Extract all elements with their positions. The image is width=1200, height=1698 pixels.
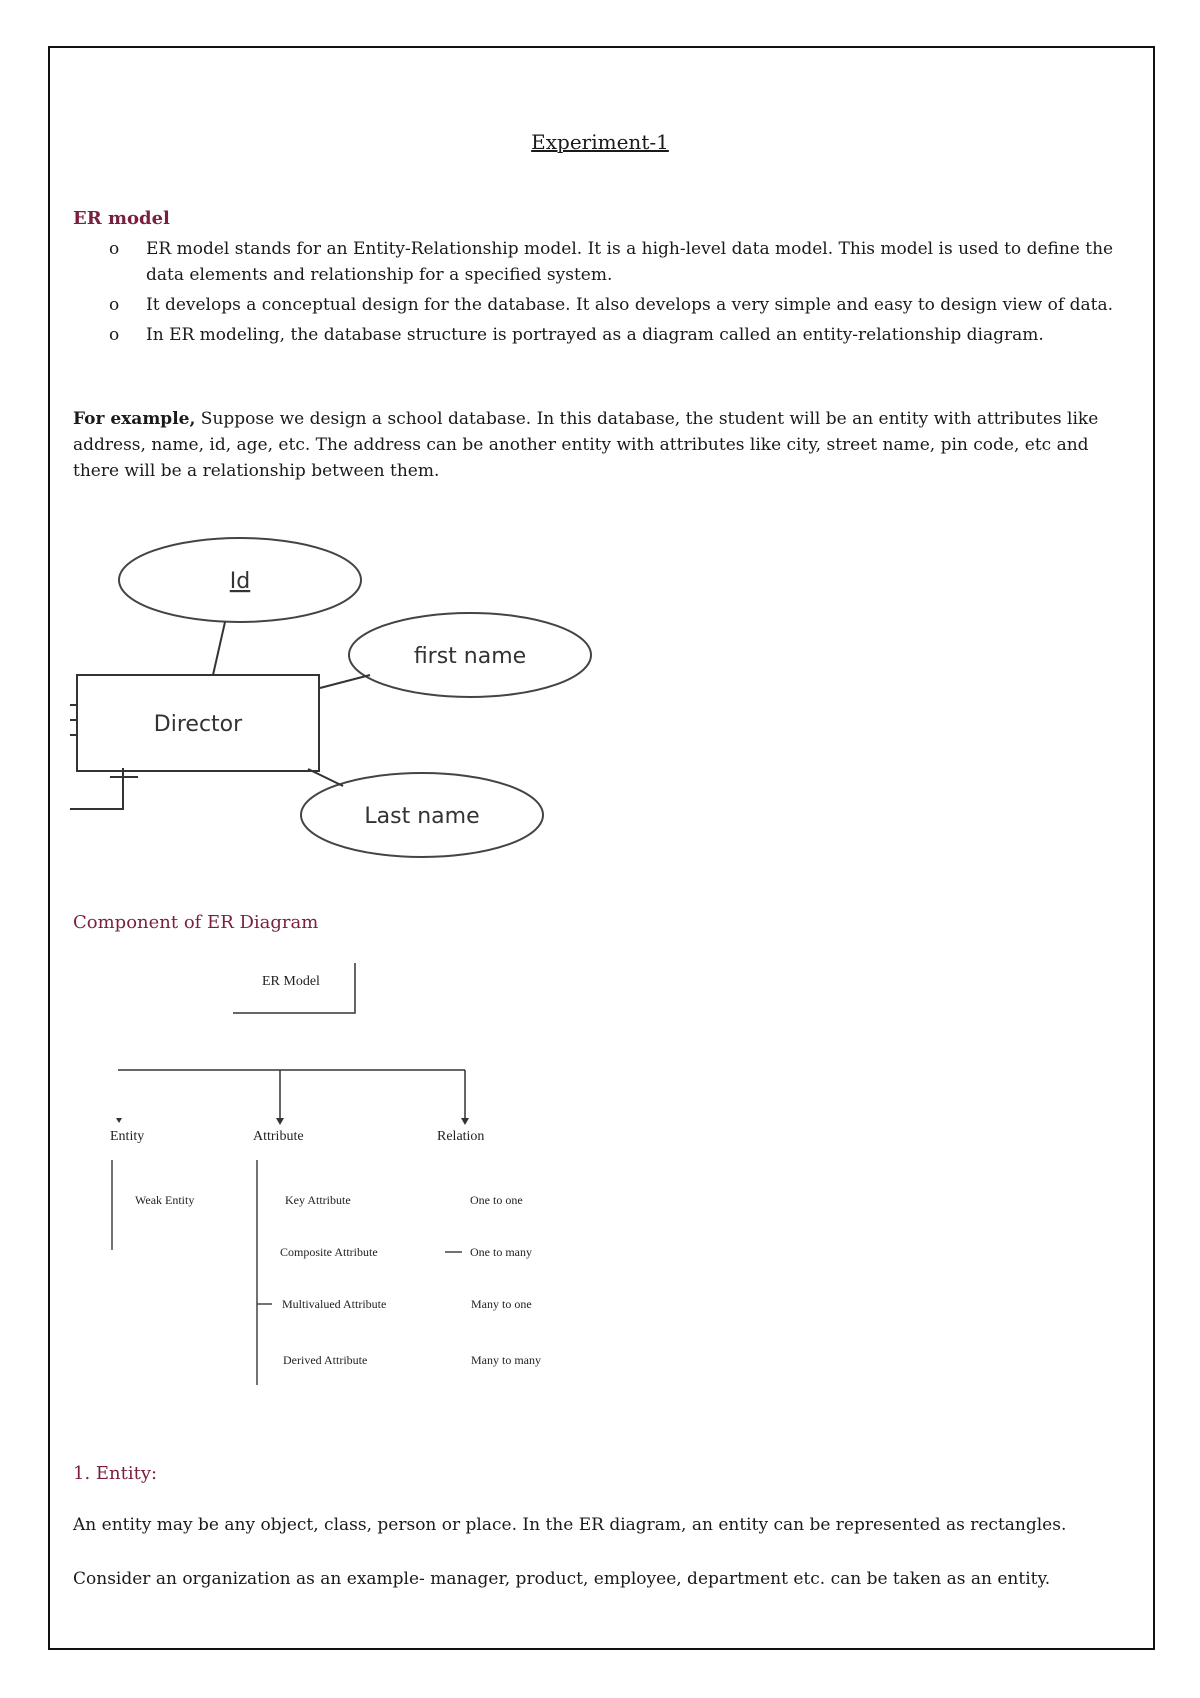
id-connector (213, 622, 225, 675)
first-name-attribute-label: first name (413, 644, 527, 669)
arrow-head-attribute (276, 1118, 284, 1125)
page-title: Experiment-1 (531, 130, 669, 154)
branch-connector (118, 1070, 465, 1120)
er-model-bullet-list (73, 236, 1133, 352)
relation-type-label: Many to many (471, 1353, 541, 1367)
last-name-attribute-label: Last name (364, 804, 480, 829)
arrow-head-relation (461, 1118, 469, 1125)
example-text: Suppose we design a school database. In this database, the student will be an entity with attributes like address, name, id, age, etc. The address can be another entity with attributes like city, street name, pin code, etc and there will be a relationship between them. (73, 409, 1099, 481)
entity-definition-paragraph: An entity may be any object, class, person or place. In the ER diagram, an entity can be represented as rectangles. (73, 1515, 1067, 1535)
list-item (73, 292, 1133, 318)
attribute-type-label: Multivalued Attribute (282, 1297, 387, 1311)
list-item (73, 236, 1133, 288)
attribute-type-label: Derived Attribute (283, 1353, 368, 1367)
relation-branch-label: Relation (437, 1129, 485, 1144)
bullet-marker: o (109, 239, 120, 259)
relation-type-label: One to many (470, 1245, 532, 1259)
relation-type-label: Many to one (471, 1297, 532, 1311)
entity-branch-label: Entity (110, 1129, 145, 1144)
bullet-text: In ER modeling, the database structure is portrayed as a diagram called an entity-relationship diagram. (146, 325, 1044, 345)
director-er-diagram (70, 525, 610, 875)
relation-type-label: One to one (470, 1193, 523, 1207)
example-lead: For example, (73, 409, 196, 429)
er-components-tree (100, 955, 620, 1395)
bullet-marker: o (109, 295, 120, 315)
bullet-marker: o (109, 325, 120, 345)
example-paragraph (73, 406, 1138, 484)
id-attribute-label: Id (229, 569, 251, 594)
bullet-text: ER model stands for an Entity-Relationship model. It is a high-level data model. This model is used to define the data elements and relationship for a specified system. (146, 239, 1114, 285)
root-node-label: ER Model (262, 974, 320, 989)
bullet-text: It develops a conceptual design for the database. It also develops a very simple and easy to design view of data. (146, 295, 1113, 315)
entity-example-paragraph: Consider an organization as an example- manager, product, employee, department etc. can be taken as an entity. (73, 1569, 1051, 1589)
attribute-type-label: Key Attribute (285, 1193, 351, 1207)
first-name-connector (320, 675, 370, 688)
director-entity-label: Director (153, 712, 243, 737)
attribute-type-label: Composite Attribute (280, 1245, 378, 1259)
arrow-head-entity (116, 1118, 122, 1123)
list-item (73, 322, 1133, 348)
attribute-branch-label: Attribute (253, 1129, 304, 1144)
er-model-heading: ER model (73, 208, 170, 229)
components-heading: Component of ER Diagram (73, 912, 319, 933)
entity-section-heading: 1. Entity: (73, 1463, 158, 1484)
entity-type-label: Weak Entity (135, 1193, 195, 1207)
crow-foot-mark (70, 705, 77, 735)
cardinality-connector (70, 768, 138, 809)
